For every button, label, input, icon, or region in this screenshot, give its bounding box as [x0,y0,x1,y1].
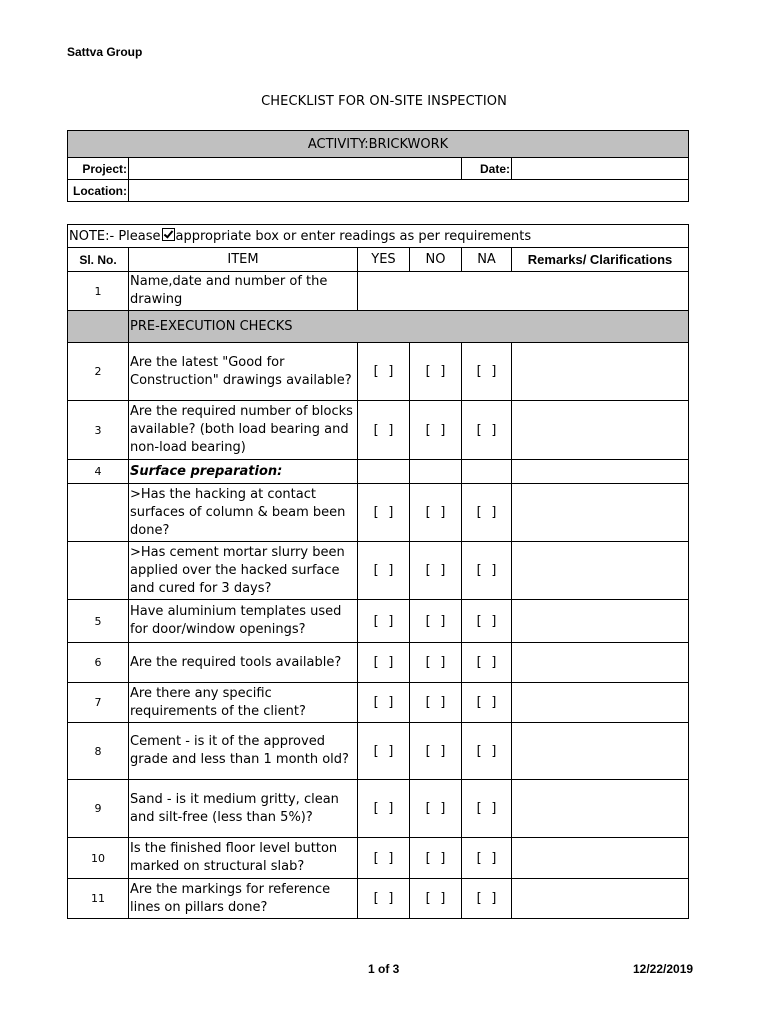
note-text-after: appropriate box or enter readings as per requirements [175,229,532,244]
yes-checkbox[interactable]: [ ] [358,343,410,401]
yes-checkbox[interactable]: [ ] [358,643,410,683]
row-item-text: Sand - is it medium gritty, clean and silt-free (less than 5%)? [129,780,358,838]
remarks-field[interactable] [512,643,689,683]
row-sl-number: 7 [68,683,129,723]
row-item-text: Cement - is it of the approved grade and less than 1 month old? [129,723,358,780]
row-sl-number: 4 [68,460,129,484]
yes-checkbox[interactable]: [ ] [358,780,410,838]
yes-checkbox[interactable]: [ ] [358,600,410,643]
no-checkbox[interactable]: [ ] [410,683,462,723]
na-checkbox[interactable]: [ ] [462,484,512,542]
row-item-text: Have aluminium templates used for door/window openings? [129,600,358,643]
table-row [68,683,689,723]
na-checkbox[interactable]: [ ] [462,780,512,838]
na-cell [462,460,512,484]
location-label: Location: [68,180,129,202]
table-row [68,879,689,919]
no-checkbox[interactable]: [ ] [410,401,462,460]
na-checkbox[interactable]: [ ] [462,643,512,683]
drawing-details-field[interactable] [358,272,689,311]
na-checkbox[interactable]: [ ] [462,401,512,460]
remarks-field[interactable] [512,723,689,780]
row-sl-number: 6 [68,643,129,683]
no-checkbox[interactable]: [ ] [410,542,462,600]
row-sl-number: 9 [68,780,129,838]
remarks-field[interactable] [512,484,689,542]
table-row [68,600,689,643]
remarks-field[interactable] [512,600,689,643]
no-checkbox[interactable]: [ ] [410,780,462,838]
no-checkbox[interactable]: [ ] [410,723,462,780]
table-row [68,343,689,401]
col-item-header: ITEM [129,248,358,272]
col-yes-header: YES [358,248,410,272]
table-row [68,484,689,542]
col-no-header: NO [410,248,462,272]
yes-checkbox[interactable]: [ ] [358,683,410,723]
no-cell [410,460,462,484]
row-item-text: Are the latest "Good for Construction" drawings available? [129,343,358,401]
row-item-text: Are the required tools available? [129,643,358,683]
remarks-field[interactable] [512,879,689,919]
remarks-cell [512,460,689,484]
yes-checkbox[interactable]: [ ] [358,542,410,600]
yes-checkbox[interactable]: [ ] [358,401,410,460]
row-sl-number: 5 [68,600,129,643]
row-item-text: >Has cement mortar slurry been applied over the hacked surface and cured for 3 days? [129,542,358,600]
project-label: Project: [68,158,129,180]
row-item-text: >Has the hacking at contact surfaces of column & beam been done? [129,484,358,542]
row-item-text: Are the required number of blocks available? (both load bearing and non-load bearing) [129,401,358,460]
table-row [68,643,689,683]
remarks-field[interactable] [512,838,689,879]
no-checkbox[interactable]: [ ] [410,838,462,879]
na-checkbox[interactable]: [ ] [462,723,512,780]
no-checkbox[interactable]: [ ] [410,343,462,401]
note-row [68,225,689,248]
activity-title: ACTIVITY:BRICKWORK [68,131,689,158]
table-row [68,272,689,311]
company-name: Sattva Group [67,45,143,59]
checklist-table [67,224,689,919]
table-row [68,460,689,484]
no-checkbox[interactable]: [ ] [410,643,462,683]
remarks-field[interactable] [512,780,689,838]
no-checkbox[interactable]: [ ] [410,879,462,919]
section-row [68,311,689,343]
checkbox-checked-icon [162,228,175,241]
table-row [68,838,689,879]
remarks-field[interactable] [512,401,689,460]
row-sl-number: 2 [68,343,129,401]
na-checkbox[interactable]: [ ] [462,683,512,723]
date-field[interactable] [512,158,689,180]
table-row [68,542,689,600]
project-field[interactable] [129,158,462,180]
remarks-field[interactable] [512,542,689,600]
date-label: Date: [462,158,512,180]
row-item-text: Surface preparation: [129,460,358,484]
header-table [67,130,689,202]
location-field[interactable] [129,180,689,202]
row-item-text: Is the finished floor level button marked on structural slab? [129,838,358,879]
no-checkbox[interactable]: [ ] [410,484,462,542]
page-title: CHECKLIST FOR ON-SITE INSPECTION [261,94,507,109]
na-checkbox[interactable]: [ ] [462,542,512,600]
row-item-text: Name,date and number of the drawing [129,272,358,311]
na-checkbox[interactable]: [ ] [462,600,512,643]
page-number: 1 of 3 [368,962,400,976]
yes-checkbox[interactable]: [ ] [358,723,410,780]
yes-checkbox[interactable]: [ ] [358,484,410,542]
row-item-text: Are there any specific requirements of the client? [129,683,358,723]
col-na-header: NA [462,248,512,272]
na-checkbox[interactable]: [ ] [462,838,512,879]
section-sl [68,311,129,343]
table-row [68,780,689,838]
row-sl-number [68,484,129,542]
note-text-before: NOTE:- Please [69,229,161,244]
remarks-field[interactable] [512,343,689,401]
yes-checkbox[interactable]: [ ] [358,838,410,879]
row-sl-number: 8 [68,723,129,780]
col-remarks-header: Remarks/ Clarifications [512,248,689,272]
section-title: PRE-EXECUTION CHECKS [129,311,689,343]
na-checkbox[interactable]: [ ] [462,879,512,919]
na-checkbox[interactable]: [ ] [462,343,512,401]
row-sl-number [68,542,129,600]
row-sl-number: 11 [68,879,129,919]
column-header-row [68,248,689,272]
no-checkbox[interactable]: [ ] [410,600,462,643]
remarks-field[interactable] [512,683,689,723]
footer-date: 12/22/2019 [633,962,694,976]
row-sl-number: 3 [68,401,129,460]
yes-cell [358,460,410,484]
col-sl-header: Sl. No. [68,248,129,272]
table-row [68,723,689,780]
row-sl-number: 1 [68,272,129,311]
yes-checkbox[interactable]: [ ] [358,879,410,919]
row-item-text: Are the markings for reference lines on pillars done? [129,879,358,919]
table-row [68,401,689,460]
row-sl-number: 10 [68,838,129,879]
